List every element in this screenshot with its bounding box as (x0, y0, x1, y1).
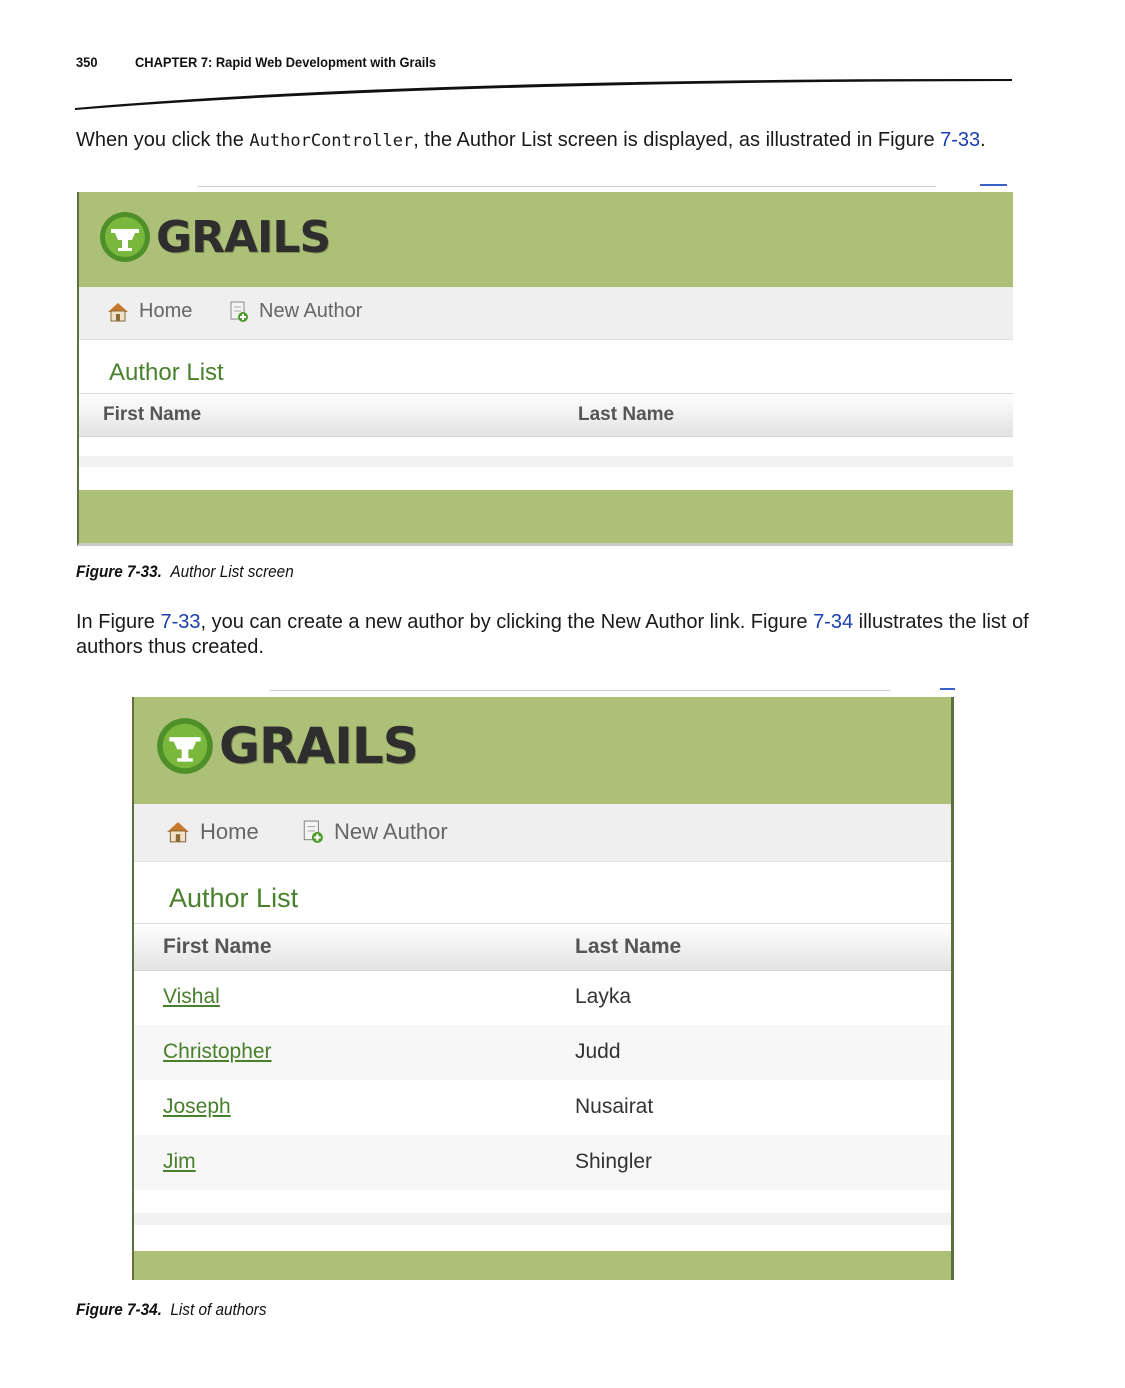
column-header-last-name[interactable]: Last Name (578, 404, 675, 425)
author-first-name-link[interactable]: Joseph (163, 1095, 231, 1118)
screenshot-edge-accent (980, 184, 1007, 186)
caption-text: Author List screen (170, 562, 294, 581)
nav-new-author-link[interactable] (302, 819, 448, 845)
nav-home-label: Home (200, 819, 259, 844)
grails-logo[interactable] (99, 211, 330, 263)
author-list-title: Author List (109, 359, 224, 386)
table-row (134, 970, 951, 1025)
nav-new-author-label: New Author (259, 300, 363, 322)
home-icon (107, 302, 129, 322)
home-icon (166, 821, 190, 843)
column-header-last-name[interactable]: Last Name (575, 935, 682, 958)
nav-bar (134, 804, 951, 862)
nav-new-author-link[interactable] (229, 300, 362, 323)
grails-footer-band (134, 1251, 951, 1280)
nav-new-author-label: New Author (334, 819, 448, 844)
grails-wordmark: GRAILS (156, 211, 331, 263)
code-author-controller: AuthorController (249, 131, 414, 151)
figure-ref-link[interactable]: 7-34 (813, 611, 854, 633)
paragraph-intro (76, 128, 1036, 154)
nav-home-link[interactable] (166, 819, 259, 845)
grails-cup-icon (99, 211, 151, 263)
author-last-name: Nusairat (575, 1095, 654, 1118)
grails-footer-band (79, 490, 1013, 543)
caption-label: Figure 7-33. (76, 562, 162, 581)
author-first-name-link[interactable]: Jim (163, 1150, 196, 1173)
header-rule (0, 70, 1125, 115)
nav-bar (79, 287, 1013, 340)
screenshot-edge (198, 186, 936, 187)
nav-home-link[interactable] (107, 300, 192, 323)
pagination-strip (79, 456, 1013, 467)
text-run: When you click the (76, 129, 250, 151)
pagination-strip (134, 1213, 951, 1225)
text-run: illustrates the list of authors thus created. (76, 611, 1029, 658)
text-run: , the Author List screen is displayed, as illustrated in Figure (413, 129, 941, 151)
text-run: In Figure (76, 611, 161, 633)
grails-wordmark: GRAILS (219, 717, 418, 775)
table-row (134, 1080, 951, 1135)
table-header-row (79, 393, 1013, 437)
caption-label: Figure 7-34. (76, 1300, 162, 1319)
paragraph-new-author (76, 610, 1036, 660)
table-header-row (134, 923, 951, 971)
page-number: 350 (76, 54, 98, 70)
figure-ref-link[interactable]: 7-33 (160, 611, 201, 633)
screenshot-edge-accent (940, 688, 955, 690)
figure-7-34-caption (76, 1300, 266, 1320)
caption-text: List of authors (170, 1300, 267, 1319)
author-last-name: Shingler (575, 1150, 653, 1173)
author-last-name: Layka (575, 985, 632, 1008)
nav-home-label: Home (139, 300, 193, 322)
figure-7-33-screenshot (77, 192, 1013, 546)
figure-7-33-caption (76, 562, 294, 582)
author-list-title: Author List (169, 883, 299, 913)
new-document-icon (302, 820, 324, 844)
figure-ref-link[interactable]: 7-33 (940, 129, 981, 151)
column-header-first-name[interactable]: First Name (103, 404, 202, 425)
author-last-name: Judd (575, 1040, 621, 1063)
text-run: . (980, 129, 986, 151)
new-document-icon (229, 301, 249, 323)
table-row (134, 1135, 951, 1190)
table-row (134, 1025, 951, 1080)
author-first-name-link[interactable]: Christopher (163, 1040, 272, 1063)
grails-cup-icon (156, 717, 214, 775)
screenshot-edge (270, 690, 890, 691)
text-run: , you can create a new author by clicking the New Author link. Figure (200, 611, 814, 633)
author-first-name-link[interactable]: Vishal (163, 985, 220, 1008)
chapter-title: CHAPTER 7: Rapid Web Development with Grails (135, 54, 437, 70)
grails-logo[interactable] (156, 717, 418, 775)
figure-7-34-screenshot (132, 697, 954, 1280)
column-header-first-name[interactable]: First Name (163, 935, 272, 958)
